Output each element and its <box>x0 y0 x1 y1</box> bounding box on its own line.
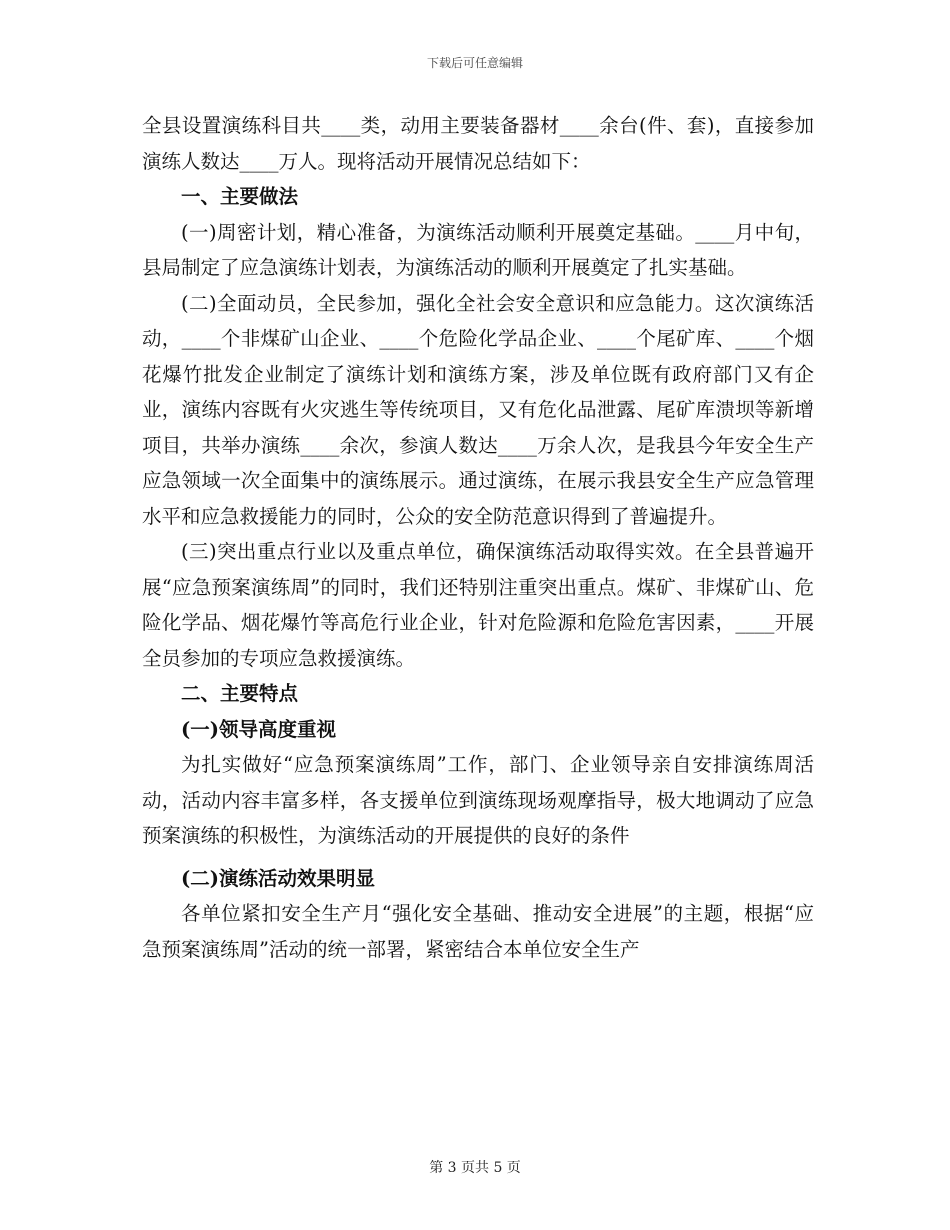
section-heading-main-practices: 一、主要做法 <box>181 185 299 208</box>
paragraph-key-industries: (三)突出重点行业以及重点单位，确保演练活动取得实效。在全县普遍开展“应急预案演练周”的同时，我们还特别注重突出重点。煤矿、非煤矿山、危险化学品、烟花爆竹等高危行业企业，针对危险源和危险危害因素，____开展全员参加的专项应急救援演练。 <box>142 540 814 670</box>
subheading-leadership: (一)领导高度重视 <box>181 717 336 741</box>
paragraph-leadership: 为扎实做好“应急预案演练周”工作，部门、企业领导亲自安排演练周活动，活动内容丰富多样，各支援单位到演练现场观摩指导，极大地调动了应急预案演练的积极性，为演练活动的开展提供的良好的条件 <box>142 753 814 847</box>
paragraph-mobilization: (二)全面动员，全民参加，强化全社会安全意识和应急能力。这次演练活动，____个非煤矿山企业、____个危险化学品企业、____个尾矿库、____个烟花爆竹批发企业制定了演练计划和演练方案，涉及单位既有政府部门又有企业，演练内容既有火灾逃生等传统项目，又有危化品泄露、尾矿库溃坝等新增项目，共举办演练____余次，参演人数达____万余人次，是我县今年安全生产应急领域一次全面集中的演练展示。通过演练，在展示我县安全生产应急管理水平和应急救援能力的同时，公众的安全防范意识得到了普遍提升。 <box>142 291 814 528</box>
paragraph-effect: 各单位紧扣安全生产月“强化安全基础、推动安全进展”的主题，根据“应急预案演练周”活动的统一部署，紧密结合本单位安全生产 <box>142 902 814 961</box>
page-footer: 第 3 页共 5 页 <box>429 1160 521 1176</box>
subheading-effect: (二)演练活动效果明显 <box>181 866 375 890</box>
paragraph-planning: (一)周密计划，精心准备，为演练活动顺利开展奠定基础。____月中旬，县局制定了应急演练计划表，为演练活动的顺利开展奠定了扎实基础。 <box>142 220 814 279</box>
page-header: 下载后可任意编辑 <box>426 56 523 70</box>
document-body <box>142 108 814 967</box>
intro-paragraph: 全县设置演练科目共____类，动用主要装备器材____余台(件、套)，直接参加演练人数达____万人。现将活动开展情况总结如下： <box>142 114 814 173</box>
section-heading-main-features: 二、主要特点 <box>181 682 299 705</box>
